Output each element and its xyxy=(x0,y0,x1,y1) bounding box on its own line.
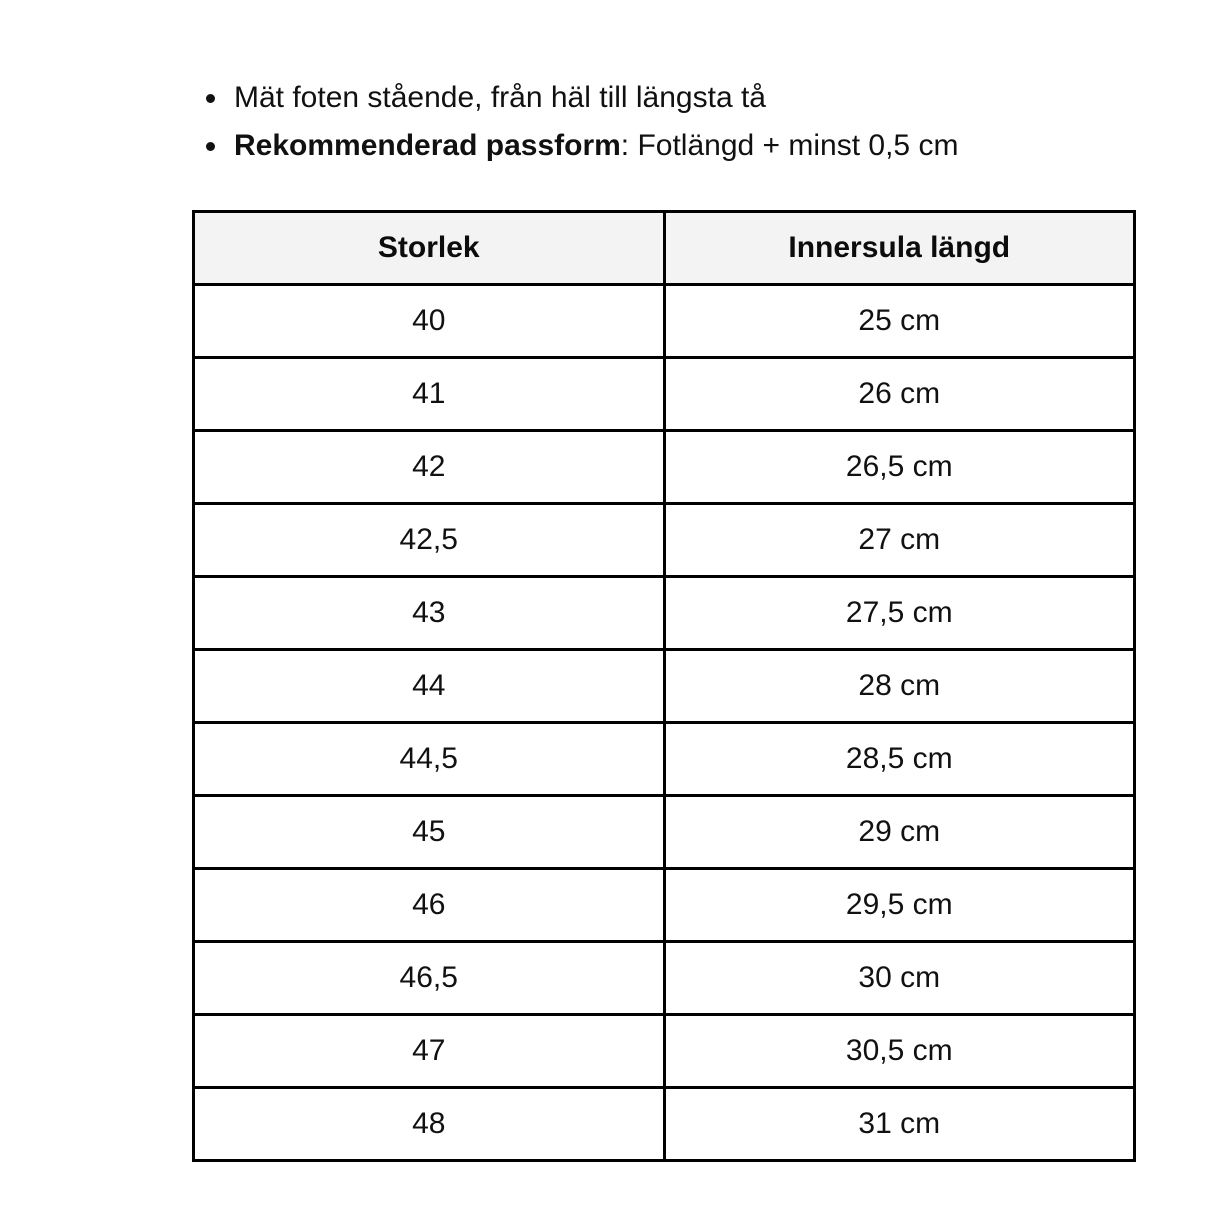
size-cell: 47 xyxy=(194,1015,665,1088)
insole-length-cell: 26 cm xyxy=(664,358,1135,431)
column-header-innersula-langd: Innersula längd xyxy=(664,212,1135,285)
table-row xyxy=(194,1015,1135,1088)
size-cell: 48 xyxy=(194,1088,665,1161)
insole-length-cell: 29,5 cm xyxy=(664,869,1135,942)
header-row xyxy=(194,212,1135,285)
table-row xyxy=(194,942,1135,1015)
table-row xyxy=(194,869,1135,942)
size-chart-table xyxy=(192,210,1136,1162)
size-cell: 42,5 xyxy=(194,504,665,577)
insole-length-cell: 27 cm xyxy=(664,504,1135,577)
size-cell: 45 xyxy=(194,796,665,869)
column-header-storlek: Storlek xyxy=(194,212,665,285)
size-cell: 42 xyxy=(194,431,665,504)
instruction-measure-foot xyxy=(204,74,1214,122)
size-chart-body xyxy=(194,285,1135,1161)
insole-length-cell: 27,5 cm xyxy=(664,577,1135,650)
insole-length-cell: 30 cm xyxy=(664,942,1135,1015)
table-row xyxy=(194,285,1135,358)
instruction-recommended-fit xyxy=(204,122,1214,170)
insole-length-cell: 25 cm xyxy=(664,285,1135,358)
table-row xyxy=(194,1088,1135,1161)
table-row xyxy=(194,358,1135,431)
table-row xyxy=(194,577,1135,650)
size-chart-header xyxy=(194,212,1135,285)
size-cell: 44 xyxy=(194,650,665,723)
instruction-bold-text: Rekommenderad passform xyxy=(234,129,621,162)
table-row xyxy=(194,431,1135,504)
insole-length-cell: 26,5 cm xyxy=(664,431,1135,504)
size-cell: 40 xyxy=(194,285,665,358)
insole-length-cell: 28,5 cm xyxy=(664,723,1135,796)
measurement-instructions xyxy=(204,74,1214,170)
insole-length-cell: 30,5 cm xyxy=(664,1015,1135,1088)
size-cell: 46 xyxy=(194,869,665,942)
insole-length-cell: 28 cm xyxy=(664,650,1135,723)
instruction-text: Mät foten stående, från häl till längsta tå xyxy=(234,81,766,114)
size-cell: 43 xyxy=(194,577,665,650)
table-row xyxy=(194,504,1135,577)
insole-length-cell: 29 cm xyxy=(664,796,1135,869)
instruction-text: : Fotlängd + minst 0,5 cm xyxy=(620,129,959,162)
table-row xyxy=(194,796,1135,869)
table-row xyxy=(194,723,1135,796)
size-cell: 44,5 xyxy=(194,723,665,796)
insole-length-cell: 31 cm xyxy=(664,1088,1135,1161)
size-cell: 41 xyxy=(194,358,665,431)
table-row xyxy=(194,650,1135,723)
size-cell: 46,5 xyxy=(194,942,665,1015)
